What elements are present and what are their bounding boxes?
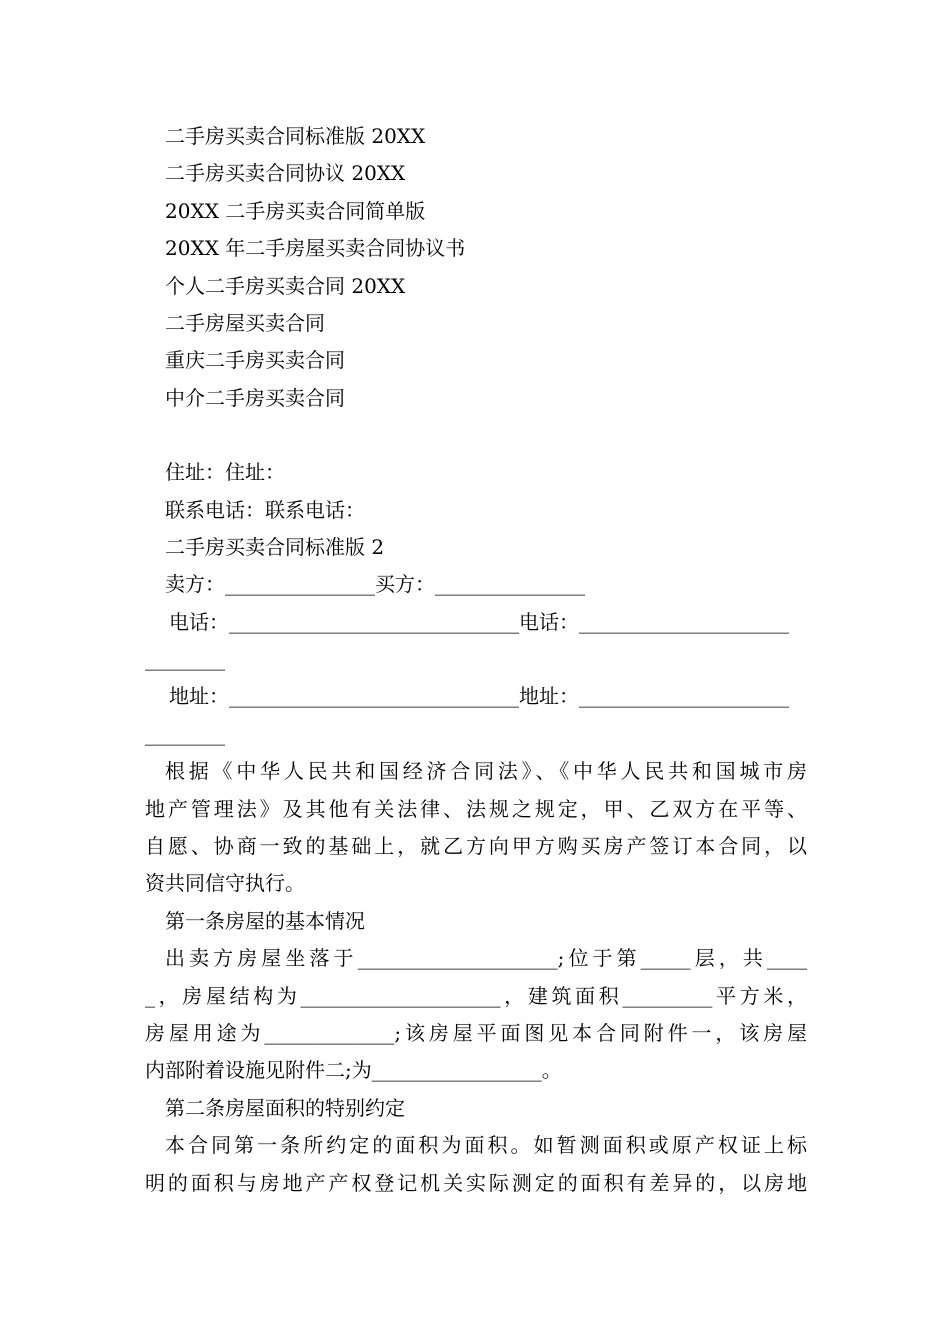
document-body: [145, 118, 807, 1202]
phone-fill-wrap: ________: [145, 647, 225, 672]
article-1-line: 内部附着设施见附件二;为_________________。: [145, 1058, 562, 1083]
preamble-paragraph: [145, 753, 807, 903]
preamble-line: 自愿、协商一致的基础上，就乙方向甲方购买房产签订本合同，以: [145, 834, 807, 859]
preamble-line: 地产管理法》及其他有关法律、法规之规定，甲、乙双方在平等、: [145, 796, 807, 821]
title-item: 二手房买卖合同标准版 20XX: [165, 124, 426, 148]
article-1-title: 第一条房屋的基本情况: [165, 908, 365, 933]
preamble-line: 根据《中华人民共和国经济合同法》、《中华人民共和国城市房: [165, 759, 807, 784]
preamble-line: 资共同信守执行。: [145, 871, 305, 896]
article-1-body: [145, 940, 807, 1090]
phone-line: 联系电话：联系电话：: [165, 497, 365, 522]
address-fill-wrap: ________: [145, 721, 225, 746]
title-item: 20XX 年二手房屋买卖合同协议书: [165, 236, 466, 261]
article-2-body: [145, 1127, 807, 1202]
article-2-title: 第二条房屋面积的特别约定: [165, 1095, 405, 1120]
article-2-line: 明的面积与房地产产权登记机关实际测定的面积有差异的，以房地: [145, 1170, 807, 1195]
phone-fill-line: 电话：_____________________________电话：_____________________: [169, 609, 789, 634]
address-line: 住址：住址：: [165, 460, 285, 485]
contract-title-list: [145, 118, 807, 417]
title-item: 个人二手房买卖合同 20XX: [165, 273, 406, 298]
title-item: 中介二手房买卖合同: [165, 385, 345, 410]
seller-buyer-line: 卖方：_______________买方：_______________: [165, 572, 585, 597]
title-item: 重庆二手房买卖合同: [165, 348, 345, 373]
title-item: 二手房屋买卖合同: [165, 310, 325, 335]
article-1-line: 房屋用途为_____________;该房屋平面图见本合同附件一，该房屋: [145, 1020, 807, 1045]
article-2-line: 本合同第一条所约定的面积为面积。如暂测面积或原产权证上标: [165, 1133, 807, 1158]
address-fill-line: 地址：_____________________________地址：_____________________: [169, 684, 789, 709]
article-1-line: 出卖方房屋坐落于____________________;位于第_____层，共____: [165, 946, 807, 971]
title-item: 20XX 二手房买卖合同简单版: [165, 198, 426, 223]
article-1-line: _，房屋结构为____________________，建筑面积_________平方米，: [145, 983, 807, 1008]
section-title: 二手房买卖合同标准版 2: [165, 534, 385, 559]
title-item: 二手房买卖合同协议 20XX: [165, 161, 406, 186]
spacer: [145, 417, 807, 454]
